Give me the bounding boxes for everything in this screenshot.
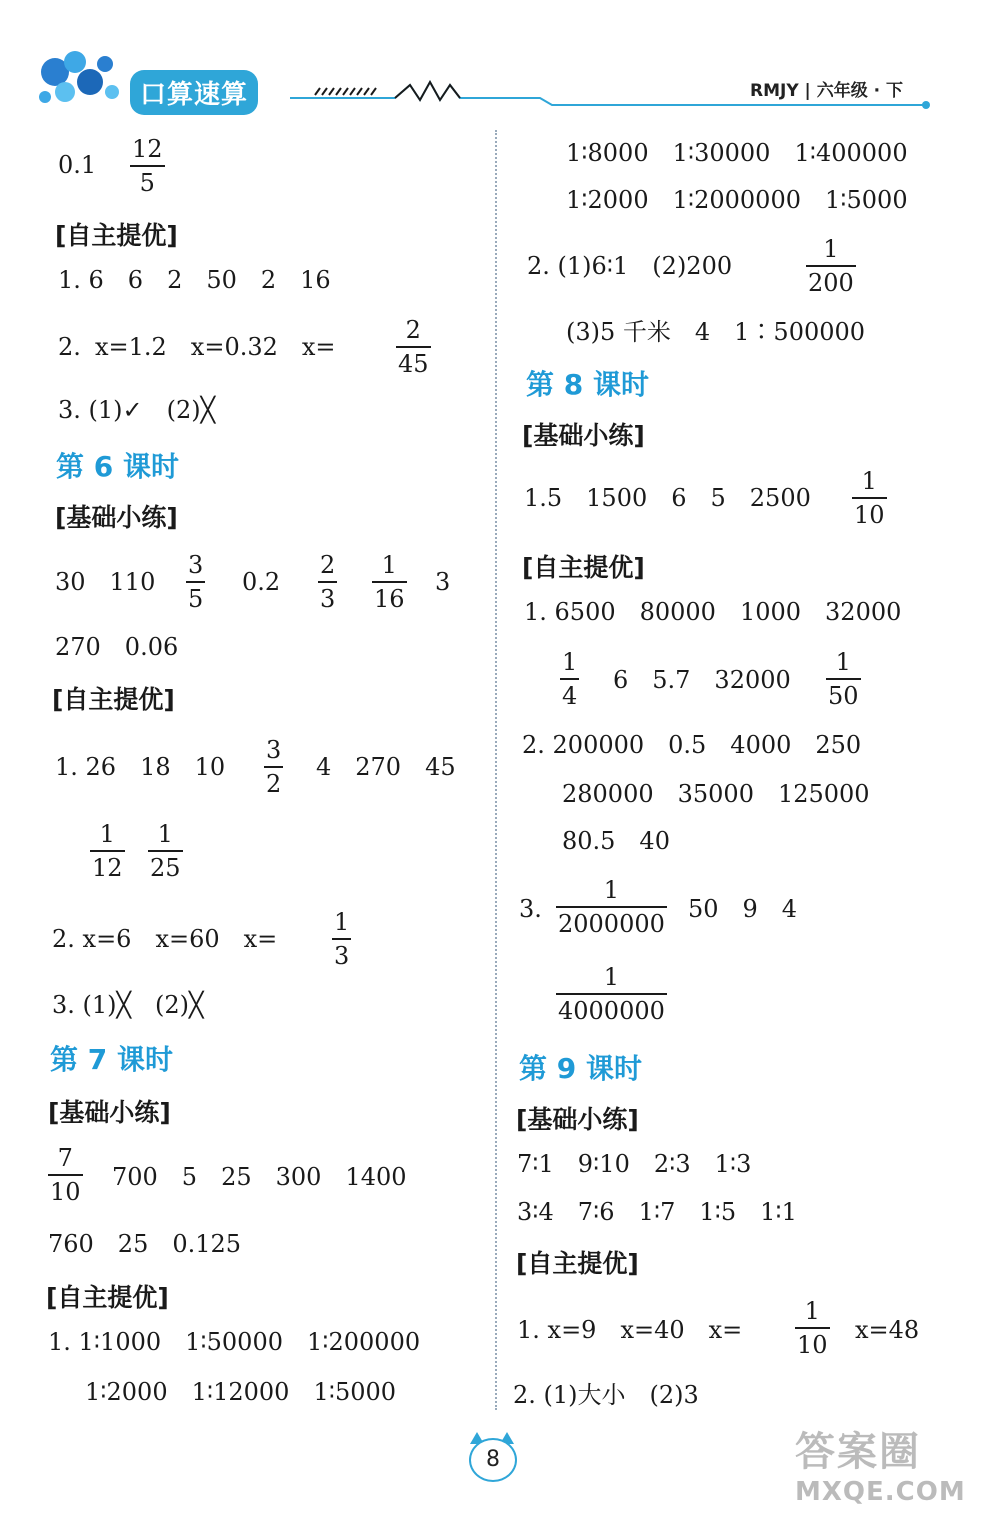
fraction: $\frac{3}{5}$ xyxy=(188,551,204,613)
grade-label: RMJY | 六年级 · 下 xyxy=(750,81,903,101)
answer-line: 1.5 1500 6 5 2500 xyxy=(524,484,811,512)
answer-line: 50 9 4 xyxy=(688,895,798,923)
answer-line: 2. x=6 x=60 x= xyxy=(52,925,278,953)
fraction: $\frac{1}{200}$ xyxy=(808,235,854,297)
fraction: $\frac{1}{10}$ xyxy=(854,467,885,529)
answer-line: x=48 xyxy=(855,1316,920,1344)
answer-line: 2. (1)6∶1 (2)200 xyxy=(527,252,733,280)
answer-line: x=1.2 x=0.32 x= xyxy=(95,333,336,361)
page-number-label: 8 xyxy=(469,1438,517,1482)
answer-line: 1. 6500 80000 1000 32000 xyxy=(524,598,902,626)
section-tag: [自主提优] xyxy=(55,221,178,250)
answer-line: 3. (1)╳ (2)╳ xyxy=(52,991,204,1019)
fraction: $\frac{7}{10}$ xyxy=(50,1144,81,1206)
answer-line: 760 25 0.125 xyxy=(48,1230,242,1258)
section-tag: [基础小练] xyxy=(48,1098,171,1127)
section-tag: [自主提优] xyxy=(522,553,645,582)
answer-line: 1∶2000 1∶2000000 1∶5000 xyxy=(566,186,908,214)
answer-line: 1. 1∶1000 1∶50000 1∶200000 xyxy=(48,1328,421,1356)
fraction: $\frac{1}{25}$ xyxy=(150,820,181,882)
logo-title: 口算速算 xyxy=(130,70,258,115)
answer-line: 280000 35000 125000 xyxy=(562,780,870,808)
section-tag: [自主提优] xyxy=(516,1249,639,1278)
answer-line: 0.2 xyxy=(242,568,281,596)
fraction: $\frac{1}{50}$ xyxy=(828,648,859,710)
answer-line: 6 5.7 32000 xyxy=(613,666,791,694)
answer-line: 2. xyxy=(58,333,81,361)
answer-line: 80.5 40 xyxy=(562,827,670,855)
answer-line: 700 5 25 300 1400 xyxy=(112,1163,407,1191)
answer-line: 1∶2000 1∶12000 1∶5000 xyxy=(85,1378,397,1406)
answer-line: 30 110 xyxy=(55,568,156,596)
fraction: $\frac{1}{10}$ xyxy=(797,1297,828,1359)
section-tag: [自主提优] xyxy=(52,685,175,714)
page-header xyxy=(0,0,1000,130)
page-number xyxy=(467,1430,517,1480)
section-tag: [基础小练] xyxy=(522,421,645,450)
watermark xyxy=(795,1420,985,1510)
answer-line: 3 xyxy=(435,568,451,596)
answer-line: 1∶8000 1∶30000 1∶400000 xyxy=(566,139,908,167)
section-tag: [基础小练] xyxy=(55,503,178,532)
answer-line: 7∶1 9∶10 2∶3 1∶3 xyxy=(517,1150,752,1178)
section-tag: [自主提优] xyxy=(46,1283,169,1312)
answer-line: 1. 26 18 10 xyxy=(55,753,226,781)
answer-line: 1. x=9 x=40 x= xyxy=(517,1316,743,1344)
fraction: $\frac{3}{2}$ xyxy=(266,736,282,798)
answer-line: 2. (1)大小 (2)3 xyxy=(513,1381,699,1409)
answer-line: 4 270 45 xyxy=(316,753,456,781)
fraction: $\frac{1}{4000000}$ xyxy=(558,963,665,1025)
answer-line: 270 0.06 xyxy=(55,633,179,661)
answer-line: 1. 6 6 2 50 2 16 xyxy=(58,266,331,294)
fraction: $\frac{1}{16}$ xyxy=(374,551,405,613)
fraction: $\frac{1}{4}$ xyxy=(562,648,578,710)
lesson-heading: 第 8 课时 xyxy=(526,368,649,401)
fraction: $\frac{2}{45}$ xyxy=(398,316,429,378)
answer-line: (3)5 千米 4 1∶500000 xyxy=(566,318,866,346)
lesson-heading: 第 6 课时 xyxy=(56,450,179,483)
answer-line: 2. 200000 0.5 4000 250 xyxy=(522,731,862,759)
fraction: $\frac{1}{2000000}$ xyxy=(558,876,665,938)
fraction: $\frac{1}{12}$ xyxy=(92,820,123,882)
answer-line: 0.1 xyxy=(58,151,97,179)
column-divider xyxy=(495,130,497,1410)
lesson-heading: 第 7 课时 xyxy=(50,1043,173,1076)
fraction: $\frac{12}{5}$ xyxy=(132,135,163,197)
lesson-heading: 第 9 课时 xyxy=(519,1052,642,1085)
fraction: $\frac{1}{3}$ xyxy=(334,908,350,970)
answer-line: 3. xyxy=(519,895,542,923)
watermark-top: 答案圈 xyxy=(795,1429,921,1475)
section-tag: [基础小练] xyxy=(516,1105,639,1134)
watermark-bottom: MXQE.COM xyxy=(795,1477,966,1507)
answer-line: 3. (1)✓ (2)╳ xyxy=(58,396,216,424)
fraction: $\frac{2}{3}$ xyxy=(320,551,336,613)
answer-line: 3∶4 7∶6 1∶7 1∶5 1∶1 xyxy=(517,1198,797,1226)
